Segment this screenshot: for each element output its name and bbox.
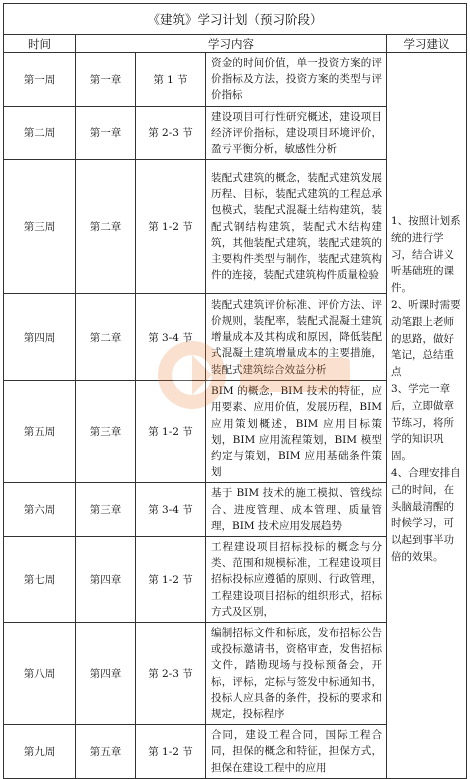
content-cell: 基于 BIM 技术的施工模拟、管线综合、进度管理、成本管理、质量管理，BIM 技术应用发展趋势 [206, 483, 387, 537]
week-cell: 第九周 [4, 725, 76, 779]
chapter-cell: 第五章 [76, 725, 136, 779]
week-cell: 第五周 [4, 381, 76, 483]
content-cell: 合同，建设工程合同，国际工程合同，担保的概念和特征，担保方式，担保在建设工程中的应用 [206, 725, 387, 779]
header-time: 时间 [4, 35, 76, 53]
content-cell: 建设项目可行性研究概述，建设项目经济评价指标，建设项目环境评价，盈亏平衡分析，敏感性分析 [206, 106, 387, 160]
chapter-cell: 第二章 [76, 294, 136, 381]
header-advice: 学习建议 [387, 35, 467, 53]
content-cell: 装配式建筑的概念，装配式建筑发展历程、目标，装配式建筑的工程总承包模式，装配式混凝土结构建筑，装配式钢结构建筑，装配式木结构建筑，其他装配式建筑，装配式建筑的主要构件类型与制作，装配式建筑构件的连接，装配式建筑构件质量检验 [206, 160, 387, 294]
table-title: 《建筑》学习计划（预习阶段） [4, 4, 467, 35]
chapter-cell: 第三章 [76, 483, 136, 537]
section-cell: 第 1-2 节 [136, 381, 206, 483]
table-row [4, 53, 467, 107]
week-cell: 第二周 [4, 106, 76, 160]
header-content: 学习内容 [76, 35, 387, 53]
content-cell: 装配式建筑评价标准、评价方法、评价规则，装配率，装配式混凝土建筑增量成本及其构成和原因，降低装配式混凝土建筑增量成本的主要措施，装配式建筑综合效益分析 [206, 294, 387, 381]
chapter-cell: 第四章 [76, 623, 136, 725]
week-cell: 第八周 [4, 623, 76, 725]
advice-item: 1、按照计划系统的进行学习，结合讲义听基础班的课件。 [391, 215, 461, 295]
chapter-cell: 第三章 [76, 381, 136, 483]
chapter-cell: 第四章 [76, 537, 136, 623]
section-cell: 第 3-4 节 [136, 294, 206, 381]
content-cell: 资金的时间价值，单一投资方案的评价指标及方法，投资方案的类型与评价指标 [206, 53, 387, 107]
study-plan-table [3, 3, 467, 779]
study-plan-sheet [3, 3, 466, 779]
section-cell: 第 1-2 节 [136, 725, 206, 779]
content-cell: 编制招标文件和标底，发布招标公告或投标邀请书，资格审查，发售招标文件，踏勘现场与投标预备会，开标，评标，定标与签发中标通知书，投标人应具备的条件，投标的要求和规定，投标程序 [206, 623, 387, 725]
content-cell: 工程建设项目招标投标的概念与分类、范围和规模标准，工程建设项目招标投标应遵循的原则、行政管理，工程建设项目招标的组织形式，招标方式及区别， [206, 537, 387, 623]
section-cell: 第 2-3 节 [136, 106, 206, 160]
section-cell: 第 1-2 节 [136, 160, 206, 294]
chapter-cell: 第一章 [76, 106, 136, 160]
advice-item: 4、合理安排自己的时间，在头脑最清醒的时候学习，可以起到事半功倍的效果。 [391, 466, 461, 563]
week-cell: 第四周 [4, 294, 76, 381]
section-cell: 第 3-4 节 [136, 483, 206, 537]
content-cell: BIM 的概念，BIM 技术的特征，应用要素、应用价值，发展历程，BIM 应用策划概述，BIM 应用目标策划，BIM 应用流程策划，BIM 模型约定与策划，BIM 应用基础条件策划 [206, 381, 387, 483]
section-cell: 第 1-2 节 [136, 537, 206, 623]
week-cell: 第六周 [4, 483, 76, 537]
section-cell: 第 2-3 节 [136, 623, 206, 725]
chapter-cell: 第一章 [76, 53, 136, 107]
section-cell: 第 1 节 [136, 53, 206, 107]
advice-cell [387, 53, 467, 779]
week-cell: 第七周 [4, 537, 76, 623]
advice-item: 2、听课时需要动笔跟上老师的思路，做好笔记，总结重点 [391, 298, 461, 379]
week-cell: 第三周 [4, 160, 76, 294]
week-cell: 第一周 [4, 53, 76, 107]
chapter-cell: 第二章 [76, 160, 136, 294]
advice-item: 3、学完一章后，立即做章节练习，将所学的知识巩固。 [391, 382, 454, 463]
